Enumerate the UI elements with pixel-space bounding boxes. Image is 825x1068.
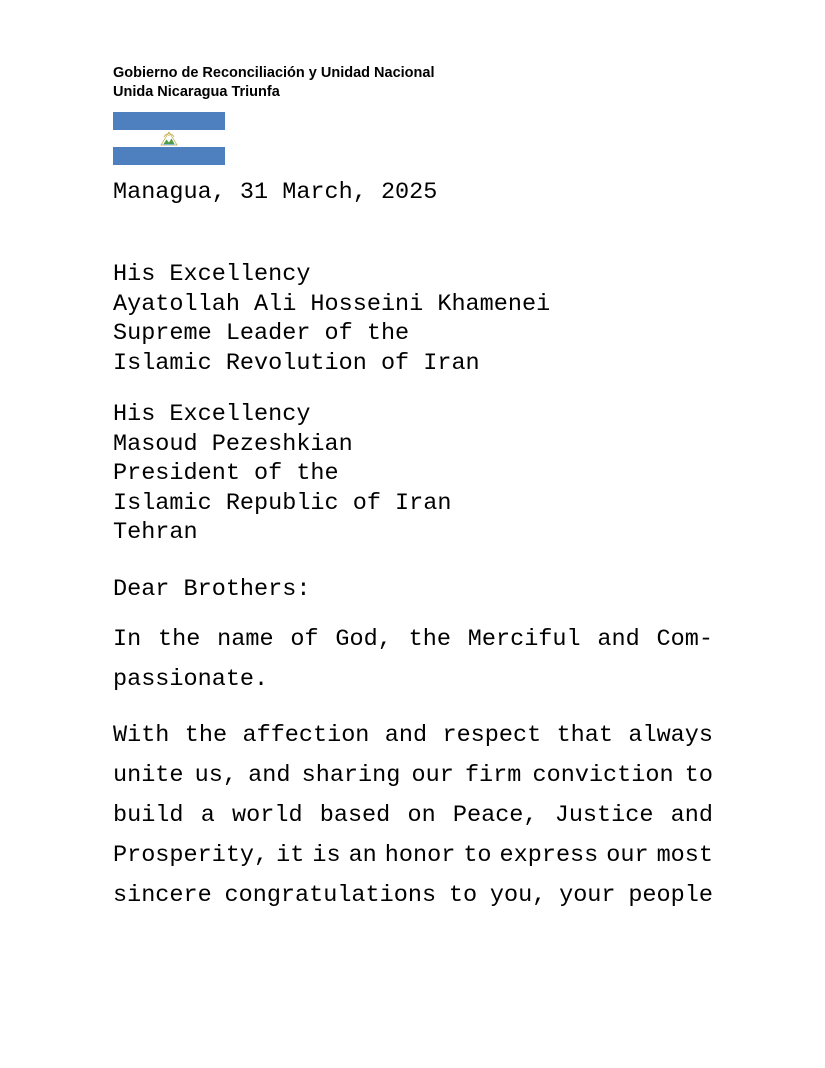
paragraph-line [113, 716, 713, 756]
word: sincere [113, 882, 212, 909]
word: to [448, 882, 478, 909]
word: most [656, 842, 713, 869]
flag-stripe-middle [113, 130, 225, 148]
word: express [499, 842, 599, 869]
letterhead [113, 64, 733, 102]
word: always [628, 722, 713, 749]
word: an [348, 842, 377, 869]
word: congratulations [224, 882, 437, 909]
word: and [384, 722, 428, 749]
word: us, [194, 762, 237, 789]
word: the [184, 722, 228, 749]
date-line: Managua, 31 March, 2025 [113, 179, 438, 206]
recipient-line: Supreme Leader of the [113, 320, 410, 347]
word: respect [442, 722, 542, 749]
paragraph-line [113, 620, 713, 660]
recipient-line: Islamic Republic of Iran [113, 489, 452, 517]
word: to [684, 762, 713, 789]
word: Peace, [452, 802, 538, 829]
flag-stripe-top [113, 112, 225, 130]
recipient-block-1 [113, 260, 713, 378]
nicaragua-coat-of-arms-icon [159, 130, 179, 147]
word: God, [335, 626, 392, 653]
word: a [200, 802, 215, 829]
paragraph-line [113, 876, 713, 916]
word: build [113, 802, 184, 829]
word: affection [242, 722, 370, 749]
word: and [597, 626, 640, 653]
letterhead-line-1: Gobierno de Reconciliación y Unidad Nacional [113, 65, 435, 81]
recipient-line: Tehran [113, 519, 198, 546]
paragraph-line: passionate. [113, 666, 269, 693]
word: of [290, 626, 319, 653]
recipient-block-2 [113, 400, 713, 548]
flag-stripe-bottom [113, 147, 225, 165]
word: Prosperity, [113, 842, 269, 869]
paragraph-line [113, 796, 713, 836]
word: our [411, 762, 454, 789]
word: is [312, 842, 341, 869]
word: world [232, 802, 303, 829]
nicaragua-flag-icon [113, 112, 225, 165]
word: people [628, 882, 713, 909]
word: based [319, 802, 391, 829]
letter-body [113, 178, 713, 916]
recipient-line: His Excellency [113, 261, 311, 288]
word: In [113, 626, 142, 653]
word: conviction [532, 762, 674, 789]
recipient-line: President of the [113, 460, 339, 487]
paragraph-congratulations [113, 716, 713, 916]
paragraph-invocation [113, 620, 713, 700]
word: your [559, 882, 616, 909]
spacer [113, 604, 713, 620]
salutation: Dear Brothers: [113, 575, 311, 603]
word: to [463, 842, 492, 869]
recipient-line: Islamic Revolution of Iran [113, 349, 480, 377]
word: you, [489, 882, 547, 909]
word: name [217, 626, 274, 653]
word: it [276, 842, 305, 869]
spacer [113, 700, 713, 716]
word: firm [464, 762, 522, 789]
spacer [113, 208, 713, 260]
spacer [113, 378, 713, 400]
word: that [556, 722, 613, 749]
word: on [407, 802, 436, 829]
letterhead-line-2: Unida Nicaragua Triunfa [113, 84, 280, 100]
word: the [158, 626, 201, 653]
word: Merciful [467, 626, 581, 653]
word: honor [384, 842, 456, 869]
paragraph-line [113, 756, 713, 796]
word: the [408, 626, 451, 653]
paragraph-line [113, 836, 713, 876]
word: Com- [656, 626, 713, 653]
word: and [670, 802, 713, 829]
word: unite [113, 762, 184, 789]
word: With [113, 722, 170, 749]
word: sharing [301, 762, 401, 789]
recipient-line: Masoud Pezeshkian [113, 430, 353, 458]
word: Justice [554, 802, 654, 829]
word: our [606, 842, 649, 869]
recipient-line: Ayatollah Ali Hosseini Khamenei [113, 290, 551, 318]
recipient-line: His Excellency [113, 401, 311, 428]
word: and [248, 762, 291, 789]
spacer [113, 548, 713, 575]
